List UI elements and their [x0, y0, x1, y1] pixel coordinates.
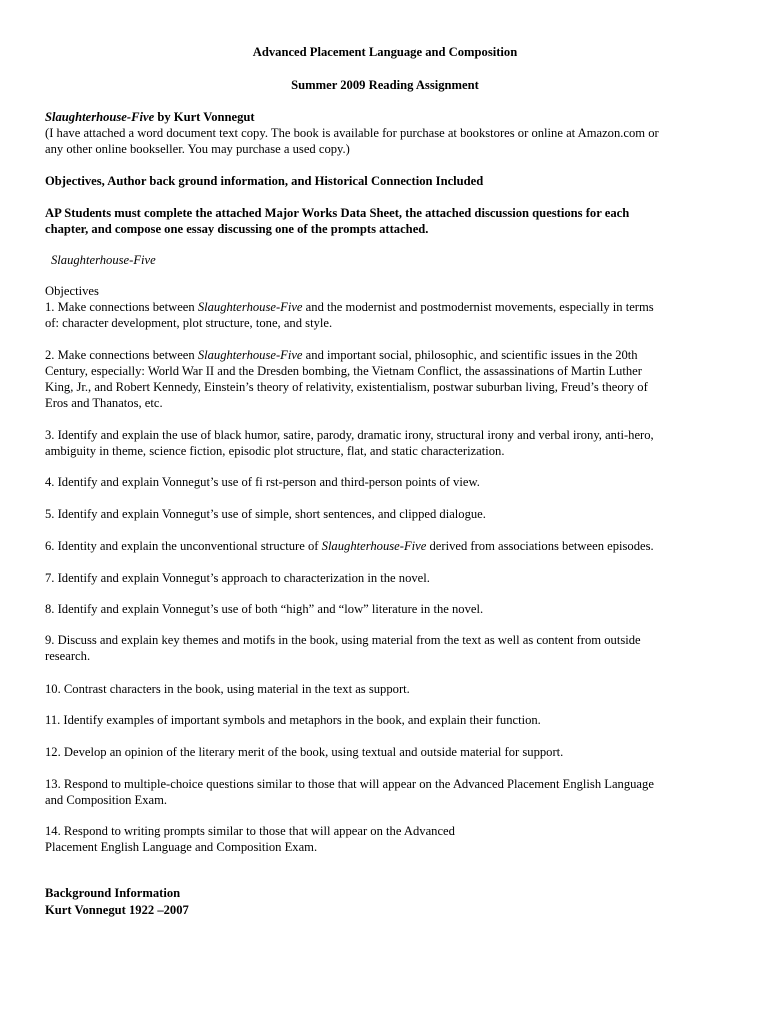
objective-8: 8. Identify and explain Vonnegut’s use of both “high” and “low” literature in the novel.	[45, 602, 484, 616]
author-dates: Kurt Vonnegut 1922 –2007	[45, 903, 189, 917]
objective-4: 4. Identify and explain Vonnegut’s use of fi rst-person and third-person points of view.	[45, 475, 480, 489]
book-note-line: any other online bookseller. You may purchase a used copy.)	[45, 142, 350, 156]
objective-14-cont: Placement English Language and Composition Exam.	[45, 840, 318, 854]
book-title: Slaughterhouse-Five	[45, 110, 155, 124]
section-title: Slaughterhouse-Five	[51, 253, 156, 267]
objective-6: 6. Identity and explain the unconventional structure of Slaughterhouse-Five derived from associations between episodes.	[45, 539, 654, 553]
objectives-included-heading: Objectives, Author back ground information, and Historical Connection Included	[45, 174, 484, 188]
objectives-heading: Objectives	[45, 284, 99, 298]
book-author: by Kurt Vonnegut	[154, 110, 255, 124]
objective-5: 5. Identify and explain Vonnegut’s use of simple, short sentences, and clipped dialogue.	[45, 507, 486, 521]
objective-11: 11. Identify examples of important symbols and metaphors in the book, and explain their function.	[45, 713, 541, 727]
book-heading	[45, 109, 255, 125]
objective-3-cont: ambiguity in theme, science fiction, episodic plot structure, flat, and static characterization.	[45, 444, 505, 458]
background-heading: Background Information	[45, 886, 181, 900]
requirements-line: AP Students must complete the attached Major Works Data Sheet, the attached discussion questions for each	[45, 206, 630, 220]
assignment-title: Summer 2009 Reading Assignment	[291, 78, 479, 92]
course-title: Advanced Placement Language and Composition	[252, 45, 518, 59]
objective-7: 7. Identify and explain Vonnegut’s approach to characterization in the novel.	[45, 571, 430, 585]
book-title-ref: Slaughterhouse-Five	[197, 348, 303, 362]
objective-10: 10. Contrast characters in the book, using material in the text as support.	[45, 682, 410, 696]
book-title-ref: Slaughterhouse-Five	[197, 300, 303, 314]
objective-1: 1. Make connections between Slaughterhouse-Five and the modernist and postmodernist movements, especially in terms	[45, 300, 654, 314]
objective-13-cont: and Composition Exam.	[45, 793, 168, 807]
objective-2-cont: Century, especially: World War II and the Dresden bombing, the Vietnam Conflict, the assassinations of Martin Luther	[45, 364, 642, 378]
book-title-ref: Slaughterhouse-Five	[321, 539, 427, 553]
objective-1-cont: of: character development, plot structure, tone, and style.	[45, 316, 333, 330]
objective-2-cont: Eros and Thanatos, etc.	[45, 396, 163, 410]
objective-2-cont: King, Jr., and Robert Kennedy, Einstein’s theory of relativity, existentialism, postwar suburban living, Freud’s theory of	[45, 380, 648, 394]
objective-12: 12. Develop an opinion of the literary merit of the book, using textual and outside material for support.	[45, 745, 564, 759]
objective-9-cont: research.	[45, 649, 91, 663]
objective-2: 2. Make connections between Slaughterhouse-Five and important social, philosophic, and scientific issues in the 20th	[45, 348, 638, 362]
objective-13: 13. Respond to multiple-choice questions similar to those that will appear on the Advanced Placement English Language	[45, 777, 654, 791]
book-note-line: (I have attached a word document text copy. The book is available for purchase at bookstores or online at Amazon.com or	[45, 126, 659, 140]
objective-9: 9. Discuss and explain key themes and motifs in the book, using material from the text as well as content from outside	[45, 633, 641, 647]
objective-14: 14. Respond to writing prompts similar to those that will appear on the Advanced	[45, 824, 455, 838]
requirements-line: chapter, and compose one essay discussing one of the prompts attached.	[45, 222, 429, 236]
objective-3: 3. Identify and explain the use of black humor, satire, parody, dramatic irony, structural irony and verbal irony, anti-hero,	[45, 428, 654, 442]
